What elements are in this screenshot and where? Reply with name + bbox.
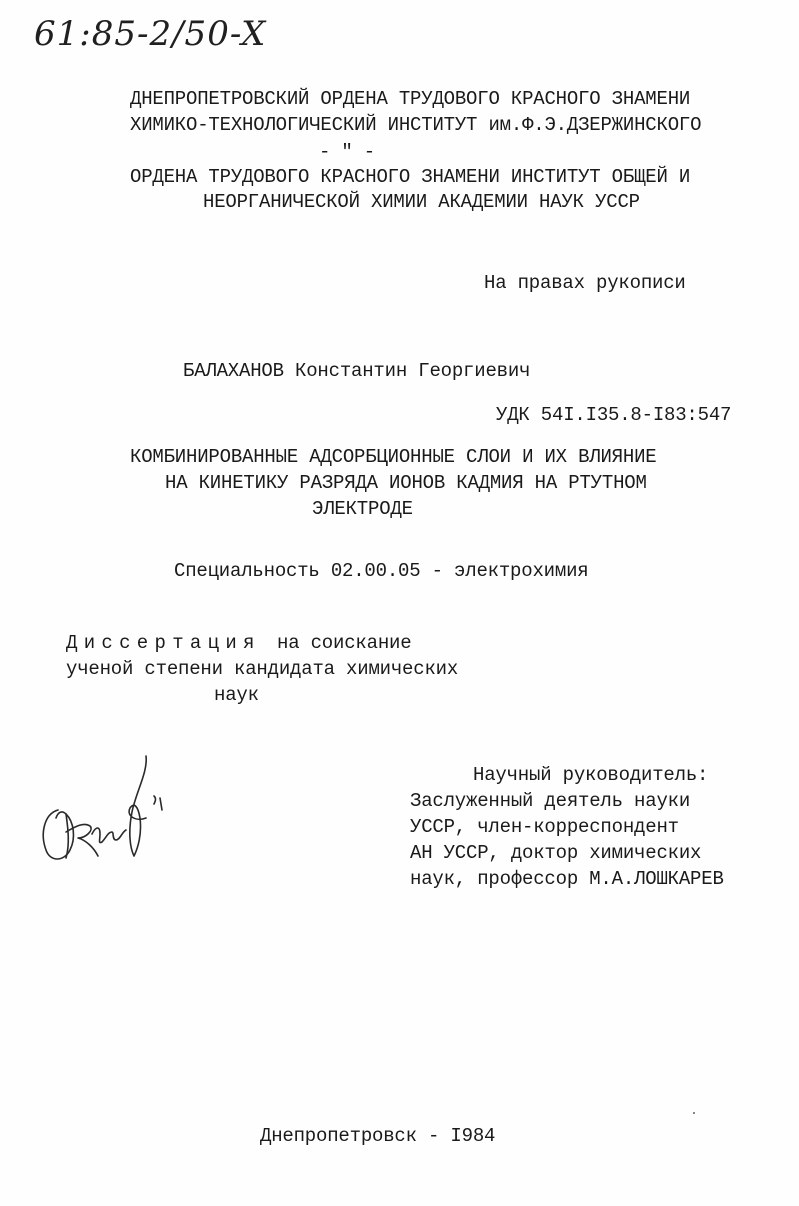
title-line-1: КОМБИНИРОВАННЫЕ АДСОРБЦИОННЫЕ СЛОИ И ИХ ВЛИЯНИЕ (130, 446, 657, 468)
institution-line-1: ДНЕПРОПЕТРОВСКИЙ ОРДЕНА ТРУДОВОГО КРАСНОГО ЗНАМЕНИ (130, 88, 691, 110)
institution-line-2: ХИМИКО-ТЕХНОЛОГИЧЕСКИЙ ИНСТИТУТ им.Ф.Э.ДЗЕРЖИНСКОГО (130, 114, 702, 136)
supervisor-line-2: Заслуженный деятель науки (410, 790, 691, 812)
institution-line-3: ОРДЕНА ТРУДОВОГО КРАСНОГО ЗНАМЕНИ ИНСТИТУТ ОБЩЕЙ И (130, 166, 691, 188)
author-name: БАЛАХАНОВ Константин Георгиевич (183, 360, 531, 382)
dissertation-line-2: ученой степени кандидата химических (66, 658, 459, 680)
handwritten-signature (36, 752, 176, 872)
supervisor-line-4: АН УССР, доктор химических (410, 842, 702, 864)
scan-speck (693, 1112, 695, 1114)
institution-ditto: - " - (319, 141, 376, 163)
supervisor-line-3: УССР, член-корреспондент (410, 816, 679, 838)
dissertation-line-1: на соискание (277, 632, 412, 654)
title-line-3: ЭЛЕКТРОДЕ (312, 498, 413, 520)
place-and-year: Днепропетровск - I984 (260, 1125, 496, 1147)
specialty: Специальность 02.00.05 - электрохимия (174, 560, 589, 582)
dissertation-word: Диссертация (66, 632, 261, 654)
manuscript-rights: На правах рукописи (484, 272, 686, 294)
title-line-2: НА КИНЕТИКУ РАЗРЯДА ИОНОВ КАДМИЯ НА РТУТНОМ (165, 472, 647, 494)
udc-code: УДК 54I.I35.8-I83:547 (496, 404, 732, 426)
supervisor-line-5: наук, профессор М.А.ЛОШКАРЕВ (410, 868, 724, 890)
handwritten-archive-code: 61:85-2/50-X (34, 14, 267, 54)
dissertation-line-3: наук (214, 684, 259, 706)
supervisor-line-1: Научный руководитель: (473, 764, 709, 786)
institution-line-4: НЕОРГАНИЧЕСКОЙ ХИМИИ АКАДЕМИИ НАУК УССР (203, 191, 640, 213)
